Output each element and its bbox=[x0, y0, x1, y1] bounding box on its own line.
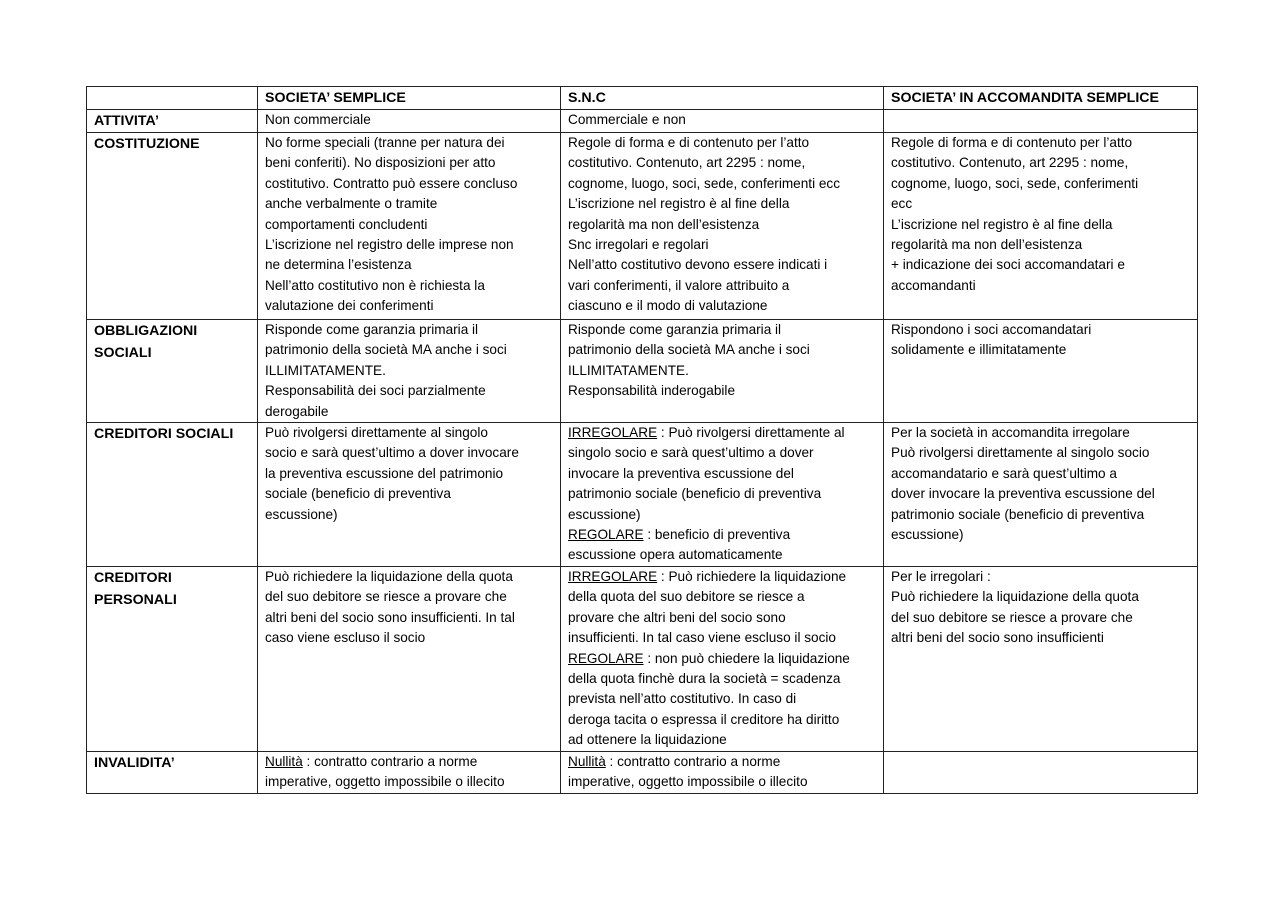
underlined-term: REGOLARE bbox=[568, 527, 644, 543]
text-segment: ILLIMITATAMENTE. bbox=[568, 362, 689, 378]
text-segment: imperative, oggetto impossibile o illecito bbox=[568, 773, 808, 789]
text-segment: della quota finchè dura la società = scadenza bbox=[568, 670, 841, 686]
cell-text-line bbox=[568, 320, 876, 340]
text-segment: Può rivolgersi direttamente al singolo bbox=[265, 425, 488, 441]
cell-text-line bbox=[891, 320, 1190, 340]
header-row bbox=[87, 87, 1198, 110]
text-segment: Rispondono i soci accomandatari bbox=[891, 322, 1092, 337]
cell-text-line bbox=[265, 194, 553, 214]
underlined-term: IRREGOLARE bbox=[568, 568, 658, 584]
row-label-line: PERSONALI bbox=[94, 591, 177, 608]
cell-text-line bbox=[265, 464, 553, 484]
cell-text-line bbox=[891, 340, 1190, 360]
text-segment: beni conferiti). No disposizioni per atto bbox=[265, 155, 496, 171]
text-segment: Non commerciale bbox=[265, 112, 371, 127]
text-segment: : beneficio di preventiva bbox=[643, 527, 791, 543]
text-segment: cognome, luogo, soci, sede, conferimenti ecc bbox=[568, 175, 841, 191]
cell-text-line bbox=[265, 752, 553, 772]
cell-text-line bbox=[891, 215, 1190, 235]
text-segment: insufficienti. In tal caso viene escluso il socio bbox=[568, 630, 836, 646]
row-label bbox=[87, 110, 258, 133]
row-label-line: ATTIVITA’ bbox=[94, 113, 159, 129]
cell-text-line bbox=[891, 628, 1190, 648]
cell-text-line bbox=[265, 255, 553, 275]
cell-text-line bbox=[568, 361, 876, 381]
cell-text-line bbox=[265, 772, 553, 792]
cell-text-line bbox=[568, 296, 876, 316]
text-segment: del suo debitore se riesce a provare che bbox=[265, 589, 507, 605]
cell-societa-semplice bbox=[258, 751, 561, 793]
cell-text-line bbox=[568, 235, 876, 255]
text-segment: socio e sarà quest’ultimo a dover invocare bbox=[265, 445, 519, 461]
text-segment: regolarità ma non dell’esistenza bbox=[891, 237, 1083, 253]
cell-text-line bbox=[265, 567, 553, 587]
cell-snc bbox=[561, 133, 884, 320]
cell-text-line bbox=[568, 133, 876, 153]
cell-text-line bbox=[265, 381, 553, 401]
cell-text-line bbox=[568, 730, 876, 750]
cell-text-line bbox=[891, 484, 1190, 504]
text-segment: patrimonio sociale (beneficio di preventiva bbox=[568, 486, 822, 502]
row-label bbox=[87, 566, 258, 751]
cell-text-line bbox=[568, 587, 876, 607]
text-segment: Regole di forma e di contenuto per l’atto bbox=[891, 135, 1133, 150]
cell-text-line bbox=[568, 276, 876, 296]
text-segment: del suo debitore se riesce a provare che bbox=[891, 609, 1133, 625]
text-segment: costitutivo. Contenuto, art 2295 : nome, bbox=[891, 155, 1129, 171]
text-segment: Snc irregolari e regolari bbox=[568, 237, 709, 253]
row-label-line: CREDITORI SOCIALI bbox=[94, 426, 234, 443]
text-segment: prevista nell’atto costitutivo. In caso di bbox=[568, 691, 797, 707]
cell-sas bbox=[884, 751, 1198, 793]
text-segment: Risponde come garanzia primaria il bbox=[568, 322, 782, 337]
cell-text-line bbox=[265, 484, 553, 504]
cell-text-line bbox=[568, 567, 876, 587]
text-segment: Per la società in accomandita irregolare bbox=[891, 425, 1130, 441]
text-segment: della quota del suo debitore se riesce a bbox=[568, 589, 805, 605]
text-segment: Regole di forma e di contenuto per l’atto bbox=[568, 135, 810, 150]
cell-text-line bbox=[265, 443, 553, 463]
cell-text-line bbox=[568, 215, 876, 235]
cell-text-line bbox=[568, 423, 876, 443]
cell-sas bbox=[884, 566, 1198, 751]
text-segment: ILLIMITATAMENTE. bbox=[265, 362, 386, 378]
cell-text-line bbox=[891, 525, 1190, 545]
cell-text-line bbox=[265, 133, 553, 153]
cell-snc bbox=[561, 423, 884, 567]
cell-text-line bbox=[265, 608, 553, 628]
text-segment: accomandatario e sarà quest’ultimo a bbox=[891, 465, 1117, 481]
underlined-term: Nullità bbox=[265, 753, 303, 769]
text-segment: solidamente e illimitatamente bbox=[891, 342, 1067, 358]
text-segment: L’iscrizione nel registro è al fine della bbox=[568, 196, 790, 212]
text-segment: deroga tacita o espressa il creditore ha diritto bbox=[568, 711, 840, 727]
text-segment: : contratto contrario a norme bbox=[302, 753, 478, 769]
cell-text-line bbox=[568, 628, 876, 648]
underlined-term: REGOLARE bbox=[568, 650, 644, 666]
cell-text-line bbox=[568, 153, 876, 173]
cell-text-line bbox=[265, 235, 553, 255]
underlined-term: Nullità bbox=[568, 753, 606, 769]
cell-text-line bbox=[568, 649, 876, 669]
underlined-term: IRREGOLARE bbox=[568, 425, 658, 441]
row-creditori-sociali bbox=[87, 423, 1198, 567]
cell-text-line bbox=[891, 174, 1190, 194]
cell-text-line bbox=[568, 484, 876, 504]
text-segment: costitutivo. Contratto può essere concluso bbox=[265, 175, 518, 191]
text-segment: patrimonio sociale (beneficio di preventiva bbox=[891, 506, 1145, 522]
text-segment: provare che altri beni del socio sono bbox=[568, 609, 786, 625]
cell-text-line bbox=[891, 443, 1190, 463]
cell-text-line bbox=[568, 525, 876, 545]
cell-text-line bbox=[891, 423, 1190, 443]
cell-text-line bbox=[265, 628, 553, 648]
cell-text-line bbox=[568, 752, 876, 772]
row-label bbox=[87, 423, 258, 567]
text-segment: : contratto contrario a norme bbox=[605, 753, 781, 769]
text-segment: anche verbalmente o tramite bbox=[265, 196, 438, 212]
cell-text-line bbox=[568, 608, 876, 628]
text-segment: patrimonio della società MA anche i soci bbox=[265, 342, 507, 358]
text-segment: regolarità ma non dell’esistenza bbox=[568, 216, 760, 232]
cell-text-line bbox=[568, 545, 876, 565]
text-segment: accomandanti bbox=[891, 277, 976, 293]
text-segment: derogabile bbox=[265, 403, 329, 419]
text-segment: imperative, oggetto impossibile o illecito bbox=[265, 773, 505, 789]
text-segment: Può richiedere la liquidazione della quota bbox=[265, 568, 513, 584]
cell-text-line bbox=[891, 133, 1190, 153]
text-segment: valutazione dei conferimenti bbox=[265, 298, 434, 314]
text-segment: Risponde come garanzia primaria il bbox=[265, 322, 479, 337]
cell-text-line bbox=[891, 153, 1190, 173]
row-label-line: INVALIDITA’ bbox=[94, 754, 175, 771]
row-label bbox=[87, 751, 258, 793]
cell-text-line bbox=[891, 567, 1190, 587]
cell-text-line bbox=[265, 296, 553, 316]
text-segment: L’iscrizione nel registro delle imprese non bbox=[265, 237, 514, 253]
cell-text-line bbox=[265, 587, 553, 607]
cell-text-line bbox=[568, 174, 876, 194]
text-segment: invocare la preventiva escussione del bbox=[568, 465, 794, 481]
text-segment: + indicazione dei soci accomandatari e bbox=[891, 257, 1125, 273]
text-segment: dover invocare la preventiva escussione del bbox=[891, 486, 1155, 502]
text-segment: sociale (beneficio di preventiva bbox=[265, 486, 451, 502]
cell-societa-semplice bbox=[258, 320, 561, 423]
cell-text-line bbox=[891, 194, 1190, 214]
cell-text-line bbox=[568, 772, 876, 792]
cell-text-line bbox=[265, 110, 553, 130]
row-label-line: CREDITORI bbox=[94, 569, 172, 586]
cell-sas bbox=[884, 423, 1198, 567]
cell-text-line bbox=[891, 276, 1190, 296]
text-segment: costitutivo. Contenuto, art 2295 : nome, bbox=[568, 155, 806, 171]
text-segment: ad ottenere la liquidazione bbox=[568, 732, 727, 748]
cell-snc bbox=[561, 110, 884, 133]
text-segment: L’iscrizione nel registro è al fine della bbox=[891, 216, 1113, 232]
cell-text-line bbox=[265, 361, 553, 381]
text-segment: patrimonio della società MA anche i soci bbox=[568, 342, 810, 358]
text-segment: No forme speciali (tranne per natura dei bbox=[265, 135, 505, 150]
header-sas: SOCIETA’ IN ACCOMANDITA SEMPLICE bbox=[884, 87, 1198, 110]
text-segment: altri beni del socio sono insufficienti. In tal bbox=[265, 609, 515, 625]
cell-text-line bbox=[568, 505, 876, 525]
cell-text-line bbox=[265, 340, 553, 360]
text-segment: caso viene escluso il socio bbox=[265, 630, 426, 646]
cell-text-line bbox=[568, 669, 876, 689]
comparison-table bbox=[86, 86, 1198, 794]
row-creditori-personali bbox=[87, 566, 1198, 751]
text-segment: Può richiedere la liquidazione della quota bbox=[891, 589, 1139, 605]
text-segment: Responsabilità dei soci parzialmente bbox=[265, 383, 486, 399]
row-invalidita bbox=[87, 751, 1198, 793]
cell-snc bbox=[561, 566, 884, 751]
text-segment: singolo socio e sarà quest’ultimo a dover bbox=[568, 445, 814, 461]
cell-societa-semplice bbox=[258, 133, 561, 320]
row-label bbox=[87, 320, 258, 423]
cell-text-line bbox=[568, 689, 876, 709]
row-obbligazioni-sociali bbox=[87, 320, 1198, 423]
text-segment: escussione opera automaticamente bbox=[568, 547, 783, 563]
text-segment: Può rivolgersi direttamente al singolo socio bbox=[891, 445, 1150, 461]
cell-text-line bbox=[265, 174, 553, 194]
header-societa-semplice: SOCIETA’ SEMPLICE bbox=[258, 87, 561, 110]
header-snc: S.N.C bbox=[561, 87, 884, 110]
cell-text-line bbox=[265, 215, 553, 235]
row-label-line: COSTITUZIONE bbox=[94, 136, 200, 152]
cell-sas bbox=[884, 320, 1198, 423]
cell-text-line bbox=[265, 505, 553, 525]
text-segment: comportamenti concludenti bbox=[265, 216, 428, 232]
cell-text-line bbox=[891, 608, 1190, 628]
text-segment: escussione) bbox=[265, 506, 338, 522]
text-segment: Responsabilità inderogabile bbox=[568, 383, 736, 399]
row-attivita bbox=[87, 110, 1198, 133]
cell-snc bbox=[561, 320, 884, 423]
cell-text-line bbox=[891, 587, 1190, 607]
cell-text-line bbox=[265, 276, 553, 296]
cell-text-line bbox=[265, 402, 553, 422]
header-corner-cell bbox=[87, 87, 258, 110]
text-segment: vari conferimenti, il valore attribuito a bbox=[568, 277, 790, 293]
text-segment: : non può chiedere la liquidazione bbox=[643, 650, 850, 666]
row-costituzione bbox=[87, 133, 1198, 320]
text-segment: cognome, luogo, soci, sede, conferimenti bbox=[891, 175, 1139, 191]
row-label bbox=[87, 133, 258, 320]
cell-sas bbox=[884, 133, 1198, 320]
row-label-line: OBBLIGAZIONI bbox=[94, 323, 198, 339]
text-segment: ciascuno e il modo di valutazione bbox=[568, 298, 768, 314]
cell-text-line bbox=[568, 710, 876, 730]
row-label-line: SOCIALI bbox=[94, 345, 152, 361]
cell-text-line bbox=[568, 255, 876, 275]
text-segment: ne determina l’esistenza bbox=[265, 257, 412, 273]
cell-text-line bbox=[568, 464, 876, 484]
text-segment: ecc bbox=[891, 196, 913, 212]
cell-text-line bbox=[568, 443, 876, 463]
cell-text-line bbox=[891, 505, 1190, 525]
cell-text-line bbox=[568, 340, 876, 360]
text-segment: Nell’atto costitutivo devono essere indicati i bbox=[568, 257, 828, 273]
cell-sas bbox=[884, 110, 1198, 133]
cell-text-line bbox=[891, 235, 1190, 255]
text-segment: escussione) bbox=[568, 506, 641, 522]
cell-text-line bbox=[891, 255, 1190, 275]
text-segment: Nell’atto costitutivo non è richiesta la bbox=[265, 277, 485, 293]
cell-text-line bbox=[891, 464, 1190, 484]
cell-societa-semplice bbox=[258, 566, 561, 751]
text-segment: escussione) bbox=[891, 527, 964, 543]
text-segment: altri beni del socio sono insufficienti bbox=[891, 630, 1104, 646]
cell-text-line bbox=[568, 381, 876, 401]
cell-text-line bbox=[568, 110, 876, 130]
text-segment: Per le irregolari : bbox=[891, 568, 991, 584]
cell-societa-semplice bbox=[258, 110, 561, 133]
cell-text-line bbox=[265, 320, 553, 340]
text-segment: Commerciale e non bbox=[568, 112, 686, 127]
cell-societa-semplice bbox=[258, 423, 561, 567]
cell-text-line bbox=[265, 423, 553, 443]
cell-text-line bbox=[568, 194, 876, 214]
text-segment: la preventiva escussione del patrimonio bbox=[265, 465, 504, 481]
text-segment: : Può richiedere la liquidazione bbox=[657, 568, 847, 584]
cell-snc bbox=[561, 751, 884, 793]
text-segment: : Può rivolgersi direttamente al bbox=[657, 425, 845, 441]
cell-text-line bbox=[265, 153, 553, 173]
